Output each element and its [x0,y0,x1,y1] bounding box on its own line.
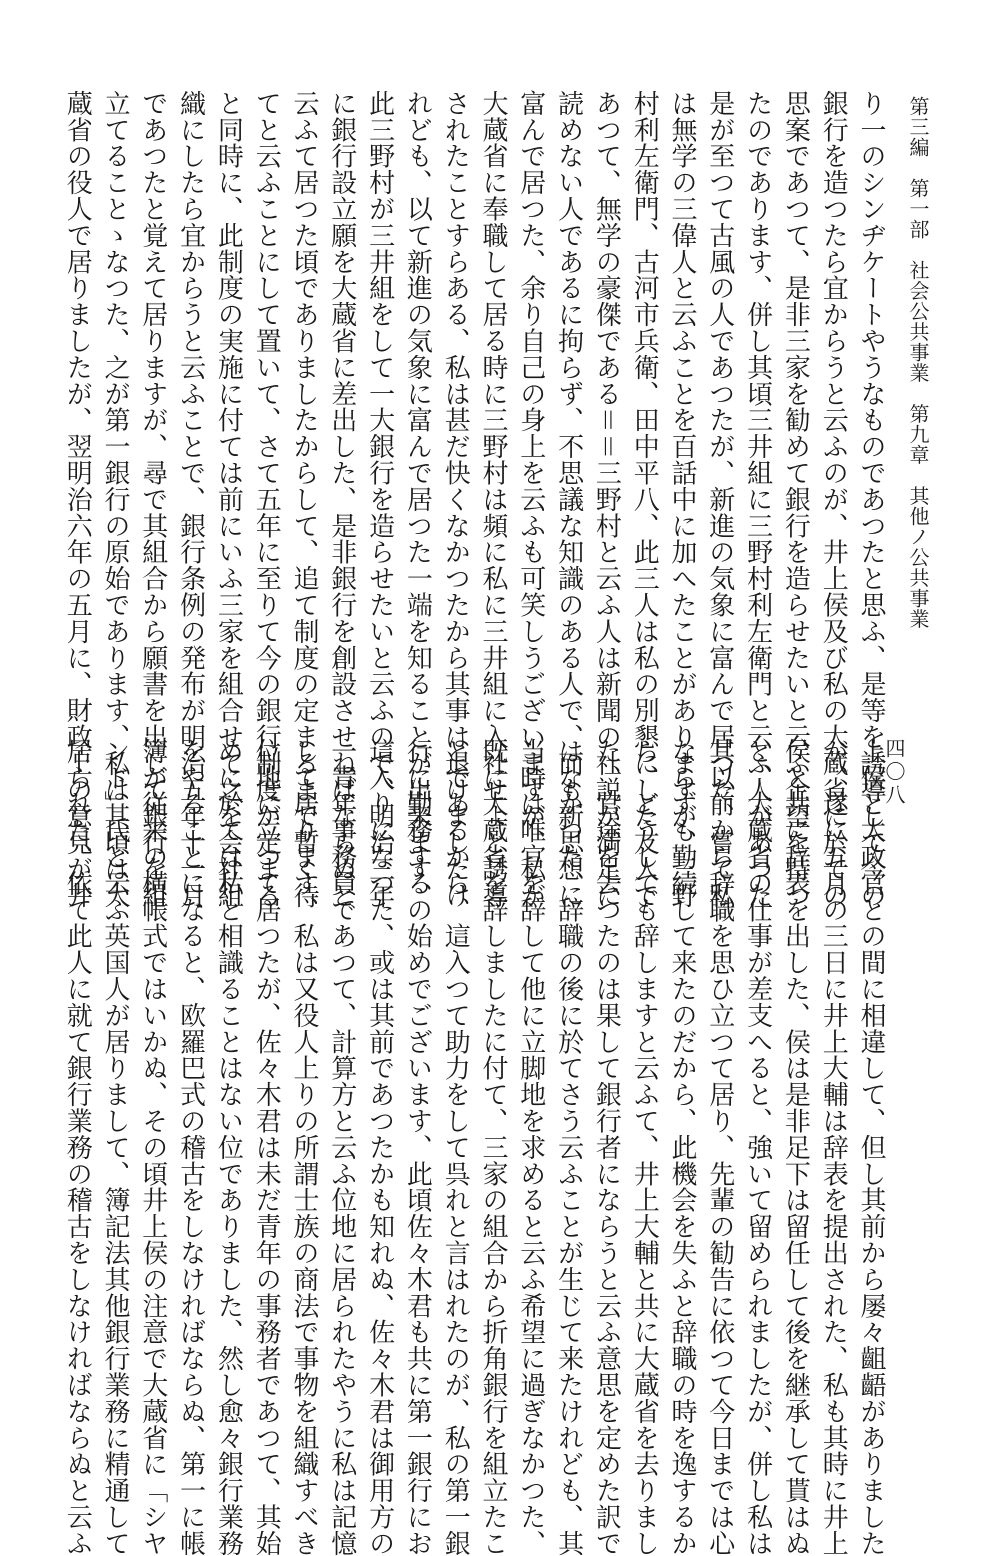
text-column: 大蔵省に奉職して居る時に三野村は頻に私に三井組に入社せよと誘導 [478,90,508,909]
text-column: 当時は唯官を辞して他に立脚地を求めると云ふ希望に過ぎなかつた、 [515,738,546,1556]
text-column: 蔵省の役人で居りましたが、翌明治六年の五月に、財政上の意見が井 [62,90,93,909]
text-column: たのであります、併し其頃三井組に三野村利左衛門と云ふ人があつた [742,90,773,909]
text-column: めに於ては私と相識ることはない位でありました、然し愈々銀行業務 [213,738,244,1556]
text-column: はなかつた、辞職の後に於てさう云ふことが生じて来たけれども、其 [553,738,584,1556]
text-column: 立てることゝなつた、之が第一銀行の原始であります、私は其頃は大 [100,90,130,909]
text-column: をやることになると、欧羅巴式の稽古をしなければならぬ、第一に帳 [175,738,206,1556]
text-column: 這入りになつた、或は其前であつたかも知れぬ、佐々木君は御用方の [364,738,395,1556]
text-column: 銀行を造つたら宜からうと云ふのが、井上侯及び私の大蔵省に於ての [818,90,849,909]
text-column: 行に勤務するの始めでございます、此頃佐々木君も共に第一銀行にお [402,738,433,1556]
running-header: 第三編 第一部 社会公共事業 第九章 其他ノ公共事業 [906,96,930,629]
text-column: 位地に立つて居つたが、佐々木君は未だ青年の事務者であつて、其始 [251,738,282,1556]
text-column: に銀行設立願を大蔵省に差出した、是非銀行を創設させねばならぬと [326,90,357,909]
text-column: 織にしたら宜からうと云ふことで、銀行条例の発布が明治五年十一月 [175,90,206,909]
text-column: あつて、無学の豪傑である＝＝三野村と云ふ人は新聞の社説が満足に [591,90,622,909]
text-column: が、遂に五月の三日に井上大輔は辞表を提出された、私も其時に井上 [818,738,849,1556]
text-column: であつたと覚えて居りますが、尋で其組合から願書を出して銀行を組 [137,90,168,909]
text-column: 読めない人であるに拘らず、不思議な知識のある人で、而も新思想に [553,90,584,909]
text-column: 村利左衛門、古河市兵衛、田中平八、此三人は私の別懇にした友人で [629,90,660,909]
text-column: 是が至つて古風の人であつたが、新進の気象に富んで居つた、嘗て私 [704,90,735,909]
text-column: して居ります、私は又役人上りの所謂士族の商法で事物を組織すべき [289,738,319,1556]
text-column: 居られた、依て此人に就て銀行業務の稽古をしなければならぬと云ふ [62,738,93,1556]
text-column: 云ふて居つた頃でありましたからして、追て制度の定まるまで暫く待 [289,90,319,909]
text-column: り一のシンヂケートやうなものであつたと思ふ、是等を誘導して今の [856,90,886,909]
text-column: 思案であつて、是非三家を勧めて銀行を造らせたいと云ふ企望を持つ [780,90,811,909]
text-column: 一青年事務員であつて、計算方と云ふ位地に居られたやうに私は記憶 [326,738,357,1556]
text-column: 既に大蔵省を辞しましたに付て、三家の組合から折角銀行を組立たこ [478,738,508,1556]
text-column: 上侯と太政官との間に相違して、但し其前から屡々齟齬がありました [856,738,886,1556]
text-column: 侯と共に辞表を出した、侯は是非足下は留任して後を継承して貰はぬ [780,738,811,1556]
text-column: とであるから、這入つて助力をして呉れと言はれたのが、私の第一銀 [440,738,471,1556]
text-column: されたことすらある、私は甚だ快くなかつたから其事は退けましたけ [440,90,471,909]
text-column: た、官途を去つたのは果して銀行者にならうと云ふ意思を定めた訳で [591,738,622,1556]
text-column: ンド」氏と云ふ英国人が居りまして、簿記法其他銀行業務に精通して [100,738,130,1556]
text-column: は無学の三偉人と云ふことを百話中に加へたことがありますが、三野 [667,90,697,909]
text-column: 富んで居つた、余り自己の身上を云ふも可笑しうございますが、私が [515,90,546,909]
text-column: と同時に、此制度の実施に付ては前にいふ三家を組合せて之を会社組 [213,90,244,909]
text-column: 其以前から辞職を思ひ立つて居り、先輩の勧告に依つて今日までは心 [704,738,735,1556]
text-column: てと云ふことにして置いて、さて五年に至りて今の銀行制度が定まる [251,90,282,909]
text-column: と、大蔵省の仕事が差支へると、強いて留められましたが、併し私は [742,738,773,1556]
text-column: 簿が従来の横帳式ではいかぬ、その頃井上侯の注意で大蔵省に「シヤ [137,738,168,1556]
text-column: ら、どうしても辞しますと云ふて、井上大輔と共に大蔵省を去りまし [629,738,660,1556]
text-column: れども、以て新進の気象に富んで居つた一端を知ることが出来ます、 [402,90,433,909]
text-column: ならずも勤続して来たのだから、此機会を失ふと辞職の時を逸するか [667,738,697,1556]
page-number: 四〇八 [882,738,906,807]
text-column: 此三野村が三井組をして一大銀行を造らせたいと云ふので、明治三年 [364,90,395,909]
